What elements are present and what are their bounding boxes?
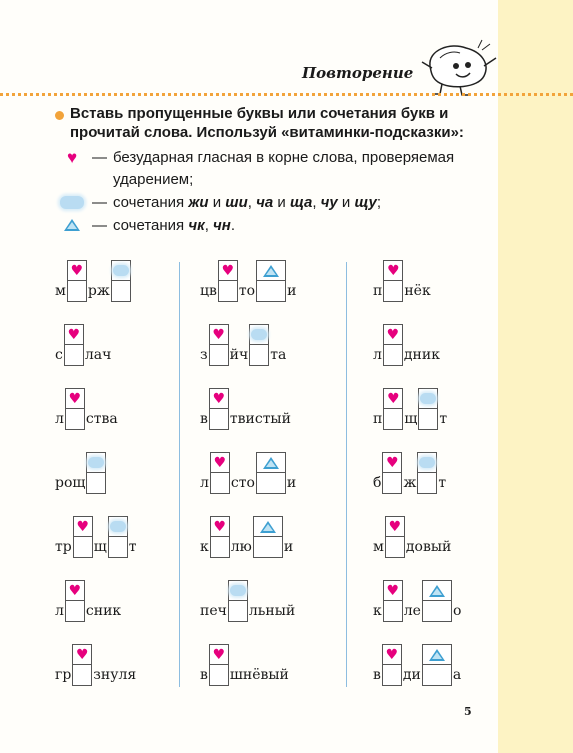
triangle-icon xyxy=(429,649,445,661)
hint-cell xyxy=(422,580,452,600)
triangle-icon xyxy=(263,265,279,277)
word-item xyxy=(200,258,296,302)
hint-cell xyxy=(383,580,403,600)
word-fragment: довый xyxy=(405,539,452,555)
letter-input-box[interactable] xyxy=(108,536,128,558)
hint-cell xyxy=(210,516,230,536)
heart-icon: ♥ xyxy=(213,454,227,471)
page-margin-band xyxy=(498,0,573,753)
word-fragment: лю xyxy=(230,539,252,555)
blank-slot xyxy=(73,516,93,558)
word-item xyxy=(200,642,289,686)
letter-input-box[interactable] xyxy=(72,664,92,686)
word-fragment: рощ xyxy=(55,475,86,491)
word-fragment: щ xyxy=(93,539,107,555)
heart-icon: ♥ xyxy=(212,646,226,663)
letter-input-box[interactable] xyxy=(73,536,93,558)
letter-combination: чк xyxy=(188,217,205,234)
hint-cell xyxy=(67,260,87,280)
word-fragment: т xyxy=(128,539,137,555)
triangle-icon xyxy=(429,585,445,597)
letter-input-box[interactable] xyxy=(65,408,85,430)
heart-icon: ♥ xyxy=(70,262,84,279)
word-item xyxy=(55,322,111,366)
word-item xyxy=(373,258,431,302)
hint-cell xyxy=(383,324,403,344)
hint-cell xyxy=(256,260,286,280)
letter-input-box[interactable] xyxy=(383,280,403,302)
hint-cell xyxy=(418,388,438,408)
word-fragment: льный xyxy=(248,603,296,619)
letter-input-box[interactable] xyxy=(382,664,402,686)
letter-input-box[interactable] xyxy=(385,536,405,558)
blank-slot xyxy=(418,388,438,430)
blank-slot xyxy=(256,452,286,494)
cloud-icon xyxy=(251,329,267,340)
blank-slot xyxy=(422,644,452,686)
bullet-icon xyxy=(55,111,64,120)
word-fragment: ства xyxy=(85,411,118,427)
blank-slot xyxy=(228,580,248,622)
word-item xyxy=(55,450,107,494)
letter-input-box[interactable] xyxy=(256,472,286,494)
legend-item xyxy=(55,147,495,191)
hint-cell xyxy=(417,452,437,472)
legend-item xyxy=(55,191,495,214)
letter-input-box[interactable] xyxy=(218,280,238,302)
hint-cell xyxy=(111,260,131,280)
word-fragment: йч xyxy=(229,347,249,363)
hint-cell xyxy=(72,644,92,664)
blank-slot xyxy=(67,260,87,302)
word-fragment: в xyxy=(200,667,208,683)
blank-slot xyxy=(218,260,238,302)
letter-input-box[interactable] xyxy=(210,472,230,494)
blank-slot xyxy=(210,516,230,558)
word-fragment: ди xyxy=(402,667,421,683)
letter-combination: жи xyxy=(188,194,209,211)
letter-input-box[interactable] xyxy=(209,664,229,686)
hint-cell xyxy=(209,388,229,408)
word-fragment: рж xyxy=(87,283,110,299)
word-item xyxy=(200,514,293,558)
letter-input-box[interactable] xyxy=(417,472,437,494)
letter-combination: ча xyxy=(256,194,274,211)
heart-icon: ♥ xyxy=(67,326,81,343)
legend-text-part: , xyxy=(204,217,214,234)
heart-icon: ♥ xyxy=(68,390,82,407)
triangle-icon xyxy=(260,521,276,533)
hint-cell xyxy=(218,260,238,280)
word-fragment: и xyxy=(283,539,294,555)
legend-text-part: . xyxy=(230,217,236,234)
blank-slot xyxy=(210,452,230,494)
word-fragment: та xyxy=(270,347,287,363)
blank-slot xyxy=(65,580,85,622)
word-fragment: и xyxy=(287,283,297,299)
word-fragment: сто xyxy=(230,475,255,491)
letter-input-box[interactable] xyxy=(383,344,403,366)
word-item xyxy=(373,642,461,686)
word-fragment: а xyxy=(452,667,462,683)
word-item xyxy=(200,450,296,494)
letter-combination: чн xyxy=(213,217,231,234)
word-item xyxy=(373,386,447,430)
cloud-icon xyxy=(113,265,129,276)
legend-item xyxy=(55,214,495,237)
legend-text-part: сочетания xyxy=(113,194,189,211)
blank-slot xyxy=(383,580,403,622)
word-fragment: л xyxy=(55,411,64,427)
column-divider xyxy=(346,262,347,687)
heart-icon: ♥ xyxy=(76,646,89,663)
heart-icon: ♥ xyxy=(213,518,227,535)
letter-input-box[interactable] xyxy=(249,344,269,366)
letter-input-box[interactable] xyxy=(422,600,452,622)
word-fragment: ж xyxy=(403,475,417,491)
hint-cell xyxy=(210,452,230,472)
word-fragment: п xyxy=(373,411,383,427)
hint-cell xyxy=(382,644,402,664)
triangle-icon xyxy=(64,219,80,231)
letter-input-box[interactable] xyxy=(228,600,248,622)
word-item xyxy=(200,322,286,366)
hint-cell xyxy=(64,324,84,344)
heart-icon: ♥ xyxy=(387,390,400,407)
heart-icon: ♥ xyxy=(386,326,400,343)
vitamin-mascot-icon xyxy=(420,36,500,96)
heart-icon: ♥ xyxy=(66,148,78,167)
hint-cell xyxy=(383,260,403,280)
letter-combination: щу xyxy=(354,194,377,211)
task-block xyxy=(55,104,495,237)
word-fragment: т xyxy=(439,411,448,427)
legend xyxy=(55,147,495,237)
blank-slot xyxy=(385,516,405,558)
heart-icon: ♥ xyxy=(76,518,89,535)
blank-slot xyxy=(209,388,229,430)
word-item xyxy=(55,578,121,622)
word-fragment: то xyxy=(238,283,256,299)
hint-cell xyxy=(209,644,229,664)
legend-text-part: сочетания xyxy=(113,217,189,234)
letter-input-box[interactable] xyxy=(65,600,85,622)
blank-slot xyxy=(382,644,402,686)
word-fragment: к xyxy=(200,539,209,555)
letter-input-box[interactable] xyxy=(422,664,452,686)
heart-icon: ♥ xyxy=(212,390,226,407)
word-fragment: твистый xyxy=(229,411,291,427)
letter-combination: ща xyxy=(289,194,313,211)
column-divider xyxy=(179,262,180,687)
hint-cell xyxy=(209,324,229,344)
heart-icon: ♥ xyxy=(385,646,399,663)
word-fragment: лач xyxy=(84,347,112,363)
letter-input-box[interactable] xyxy=(210,536,230,558)
section-title: Повторение xyxy=(302,64,414,82)
blank-slot xyxy=(383,388,403,430)
cloud-icon xyxy=(60,196,84,209)
triangle-icon xyxy=(263,457,279,469)
hint-cell xyxy=(73,516,93,536)
cloud-icon xyxy=(420,393,436,404)
letter-input-box[interactable] xyxy=(256,280,286,302)
hint-cell xyxy=(228,580,248,600)
word-fragment: щ xyxy=(404,411,418,427)
legend-icon-slot xyxy=(55,193,89,211)
word-fragment: в xyxy=(200,411,208,427)
cloud-icon xyxy=(230,585,246,596)
blank-slot xyxy=(209,644,229,686)
heart-icon: ♥ xyxy=(387,262,400,279)
blank-slot xyxy=(383,324,403,366)
hint-cell xyxy=(86,452,106,472)
legend-text: безударная гласная в корне слова, проверяемая ударением; xyxy=(113,149,455,188)
word-fragment: знуля xyxy=(93,667,137,683)
letter-combination: чу xyxy=(320,194,338,211)
letter-input-box[interactable] xyxy=(253,536,283,558)
blank-slot xyxy=(383,260,403,302)
letter-input-box[interactable] xyxy=(86,472,106,494)
letter-input-box[interactable] xyxy=(418,408,438,430)
hint-cell xyxy=(253,516,283,536)
blank-slot xyxy=(86,452,106,494)
dotted-divider xyxy=(0,93,573,96)
word-fragment: л xyxy=(373,347,382,363)
word-fragment: п xyxy=(373,283,383,299)
word-fragment: нёк xyxy=(404,283,431,299)
legend-dash: — xyxy=(92,217,107,234)
heart-icon: ♥ xyxy=(386,582,400,599)
legend-text-part: ; xyxy=(376,194,382,211)
word-fragment: дник xyxy=(403,347,440,363)
word-fragment: в xyxy=(373,667,381,683)
blank-slot xyxy=(417,452,437,494)
letter-input-box[interactable] xyxy=(383,600,403,622)
word-item xyxy=(373,450,446,494)
legend-dash: — xyxy=(92,149,107,166)
blank-slot xyxy=(256,260,286,302)
word-fragment: и xyxy=(286,475,297,491)
word-fragment: к xyxy=(373,603,382,619)
word-fragment: л xyxy=(55,603,64,619)
hint-cell xyxy=(382,452,402,472)
hint-cell xyxy=(249,324,269,344)
blank-slot xyxy=(64,324,84,366)
word-item xyxy=(373,578,461,622)
blank-slot xyxy=(111,260,131,302)
legend-icon-slot xyxy=(55,149,89,167)
word-item xyxy=(200,386,291,430)
word-fragment: сник xyxy=(85,603,122,619)
letter-input-box[interactable] xyxy=(382,472,402,494)
word-fragment: б xyxy=(373,475,382,491)
letter-input-box[interactable] xyxy=(209,344,229,366)
heart-icon: ♥ xyxy=(212,326,225,343)
letter-input-box[interactable] xyxy=(64,344,84,366)
hint-cell xyxy=(256,452,286,472)
word-item xyxy=(200,578,295,622)
blank-slot xyxy=(253,516,283,558)
word-fragment: м xyxy=(55,283,66,299)
hint-cell xyxy=(108,516,128,536)
word-fragment: с xyxy=(55,347,63,363)
page-number: 5 xyxy=(464,705,472,718)
word-fragment: о xyxy=(452,603,462,619)
blank-slot xyxy=(108,516,128,558)
word-fragment: л xyxy=(200,475,209,491)
hint-cell xyxy=(65,388,85,408)
blank-slot xyxy=(382,452,402,494)
blank-slot xyxy=(72,644,92,686)
word-item xyxy=(55,514,136,558)
word-item xyxy=(55,258,132,302)
heart-icon: ♥ xyxy=(386,454,399,471)
legend-text xyxy=(113,194,381,211)
blank-slot xyxy=(249,324,269,366)
hint-cell xyxy=(65,580,85,600)
word-fragment: ле xyxy=(403,603,421,619)
heart-icon: ♥ xyxy=(388,518,402,535)
letter-input-box[interactable] xyxy=(111,280,131,302)
blank-slot xyxy=(209,324,229,366)
word-fragment: з xyxy=(200,347,208,363)
hint-cell xyxy=(383,388,403,408)
letter-input-box[interactable] xyxy=(209,408,229,430)
legend-text xyxy=(113,217,235,234)
letter-combination: ши xyxy=(225,194,248,211)
blank-slot xyxy=(65,388,85,430)
word-fragment: цв xyxy=(200,283,217,299)
word-fragment: т xyxy=(438,475,447,491)
letter-input-box[interactable] xyxy=(67,280,87,302)
legend-text-part: и xyxy=(208,194,226,211)
cloud-icon xyxy=(419,457,435,468)
legend-text-part: и xyxy=(273,194,290,211)
word-item xyxy=(55,386,118,430)
word-item xyxy=(373,322,440,366)
task-instruction: Вставь пропущенные буквы или сочетания букв и прочитай слова. Используй «витаминки-подсказки»: xyxy=(70,105,464,141)
legend-text-part: , xyxy=(247,194,257,211)
cloud-icon xyxy=(88,457,104,468)
letter-input-box[interactable] xyxy=(383,408,403,430)
word-fragment: гр xyxy=(55,667,72,683)
legend-text-part: и xyxy=(337,194,355,211)
heart-icon: ♥ xyxy=(221,262,235,279)
legend-icon-slot xyxy=(55,216,89,234)
word-fragment: тр xyxy=(55,539,72,555)
word-item xyxy=(373,514,451,558)
word-fragment: м xyxy=(373,539,384,555)
word-fragment: шнёвый xyxy=(229,667,289,683)
heart-icon: ♥ xyxy=(68,582,82,599)
word-fragment: печ xyxy=(200,603,227,619)
word-item xyxy=(55,642,136,686)
hint-cell xyxy=(422,644,452,664)
legend-text-part: , xyxy=(312,194,321,211)
blank-slot xyxy=(422,580,452,622)
legend-dash: — xyxy=(92,194,107,211)
cloud-icon xyxy=(110,521,126,532)
hint-cell xyxy=(385,516,405,536)
